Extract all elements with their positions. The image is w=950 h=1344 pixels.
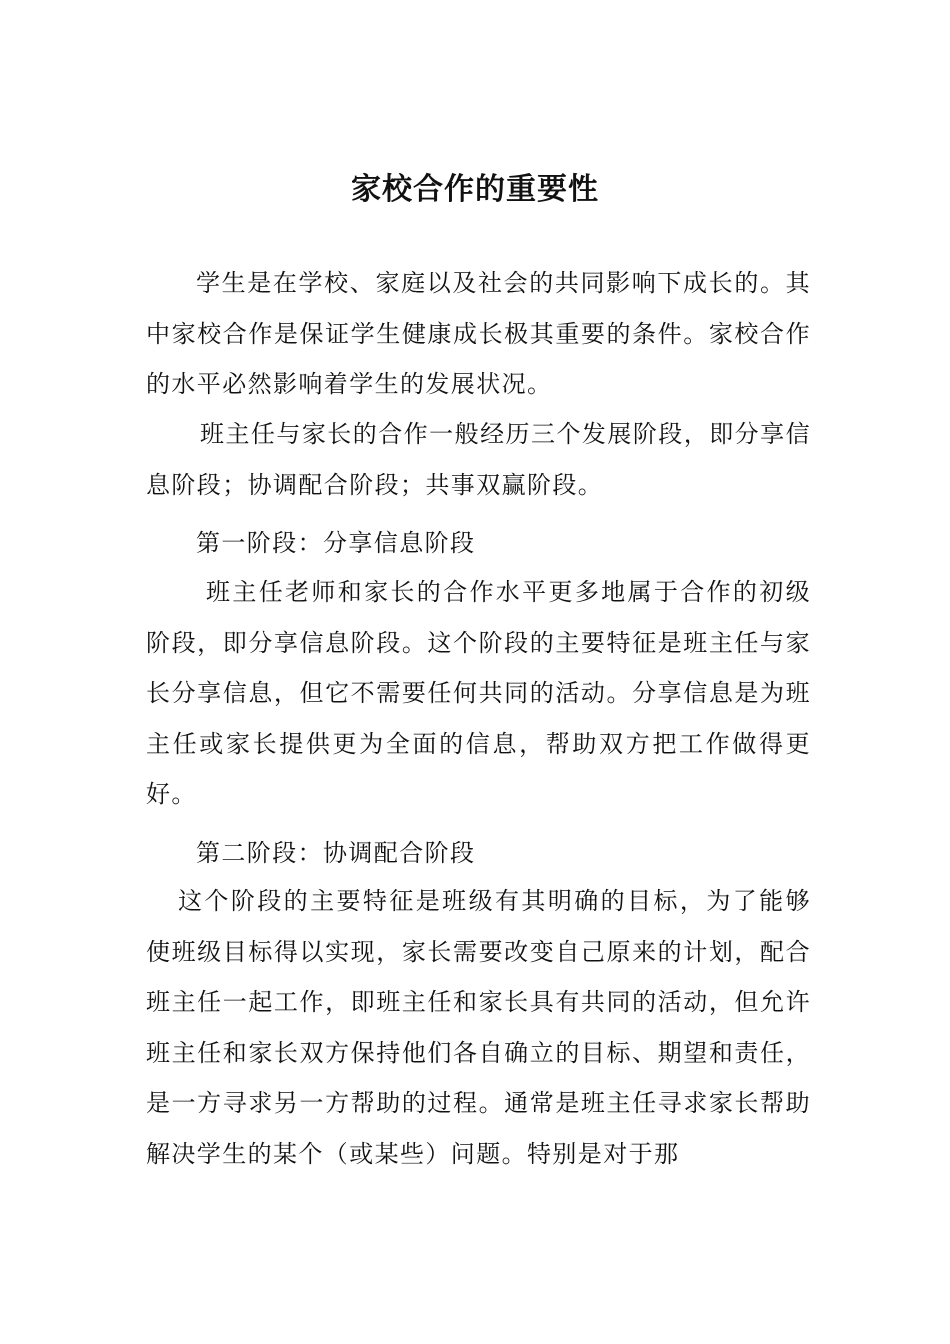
intro-paragraph-2: 班主任与家长的合作一般经历三个发展阶段，即分享信息阶段；协调配合阶段；共事双赢阶段。 bbox=[146, 420, 811, 499]
stage2-heading: 第二阶段：协调配合阶段 bbox=[196, 839, 476, 867]
stage1-heading: 第一阶段：分享信息阶段 bbox=[196, 529, 476, 557]
stage2-paragraph: 这个阶段的主要特征是班级有其明确的目标，为了能够使班级目标得以实现，家长需要改变自己原来的计划，配合班主任一起工作，即班主任和家长具有共同的活动，但允许班主任和家长双方保持他们各自确立的目标、期望和责任，是一方寻求另一方帮助的过程。通常是班主任寻求家长帮助解决学生的某个（或某些）问题。特别是对于那 bbox=[146, 887, 811, 1168]
stage1-paragraph: 班主任老师和家长的合作水平更多地属于合作的初级阶段，即分享信息阶段。这个阶段的主要特征是班主任与家长分享信息，但它不需要任何共同的活动。分享信息是为班主任或家长提供更为全面的信息，帮助双方把工作做得更好。 bbox=[146, 578, 811, 808]
intro-paragraph-1: 学生是在学校、家庭以及社会的共同影响下成长的。其中家校合作是保证学生健康成长极其重要的条件。家校合作的水平必然影响着学生的发展状况。 bbox=[146, 269, 811, 398]
document-title: 家校合作的重要性 bbox=[351, 172, 599, 207]
